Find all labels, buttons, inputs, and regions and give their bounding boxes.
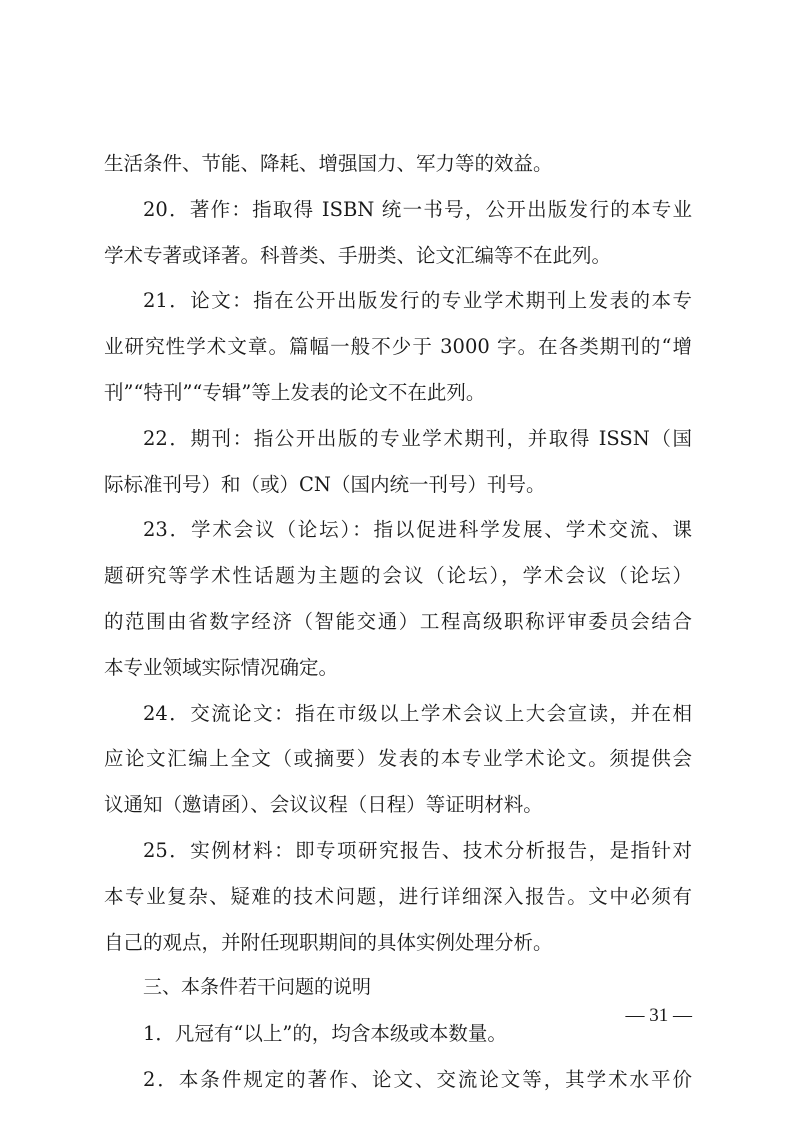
page-number: — 31 — [625, 1005, 692, 1026]
text-line: 刊”“特刊”“专辑”等上发表的论文不在此列。 [104, 380, 486, 404]
document-body [104, 141, 692, 1103]
text-line: 1．凡冠有“以上”的，均含本级或本数量。 [143, 1022, 507, 1046]
text-line: 本专业领域实际情况确定。 [104, 655, 339, 679]
text-line: 的范围由省数字经济（智能交通）工程高级职称评审委员会结合 [104, 609, 692, 633]
text-line: 际标准刊号）和（或）CN（国内统一刊号）刊号。 [104, 472, 546, 496]
text-line: 议通知（邀请函）、会议议程（日程）等证明材料。 [104, 793, 543, 817]
text-line: 25．实例材料：即专项研究报告、技术分析报告，是指针对 [143, 838, 692, 862]
text-line: 自己的观点，并附任现职期间的具体实例处理分析。 [104, 930, 553, 954]
text-line: 23．学术会议（论坛）：指以促进科学发展、学术交流、课 [143, 518, 692, 542]
section-heading: 三、本条件若干问题的说明 [143, 976, 372, 999]
text-line: 应论文汇编上全文（或摘要）发表的本专业学术论文。须提供会 [104, 747, 692, 771]
text-line: 生活条件、节能、降耗、增强国力、军力等的效益。 [104, 152, 553, 175]
text-line: 学术专著或译著。科普类、手册类、论文汇编等不在此列。 [104, 243, 612, 267]
text-line: 24．交流论文：指在市级以上学术会议上大会宣读，并在相 [143, 701, 692, 725]
text-line: 2．本条件规定的著作、论文、交流论文等，其学术水平价 [143, 1067, 692, 1091]
text-line: 21．论文：指在公开出版发行的专业学术期刊上发表的本专 [143, 289, 692, 313]
text-line: 22．期刊：指公开出版的专业学术期刊，并取得 ISSN（国 [143, 426, 692, 450]
text-line: 题研究等学术性话题为主题的会议（论坛），学术会议（论坛） [104, 564, 692, 588]
text-line: 本专业复杂、疑难的技术问题，进行详细深入报告。文中必须有 [104, 884, 692, 908]
text-line: 20．著作：指取得 ISBN 统一书号，公开出版发行的本专业 [143, 197, 692, 221]
text-line: 业研究性学术文章。篇幅一般不少于 3000 字。在各类期刊的“增 [104, 335, 692, 359]
